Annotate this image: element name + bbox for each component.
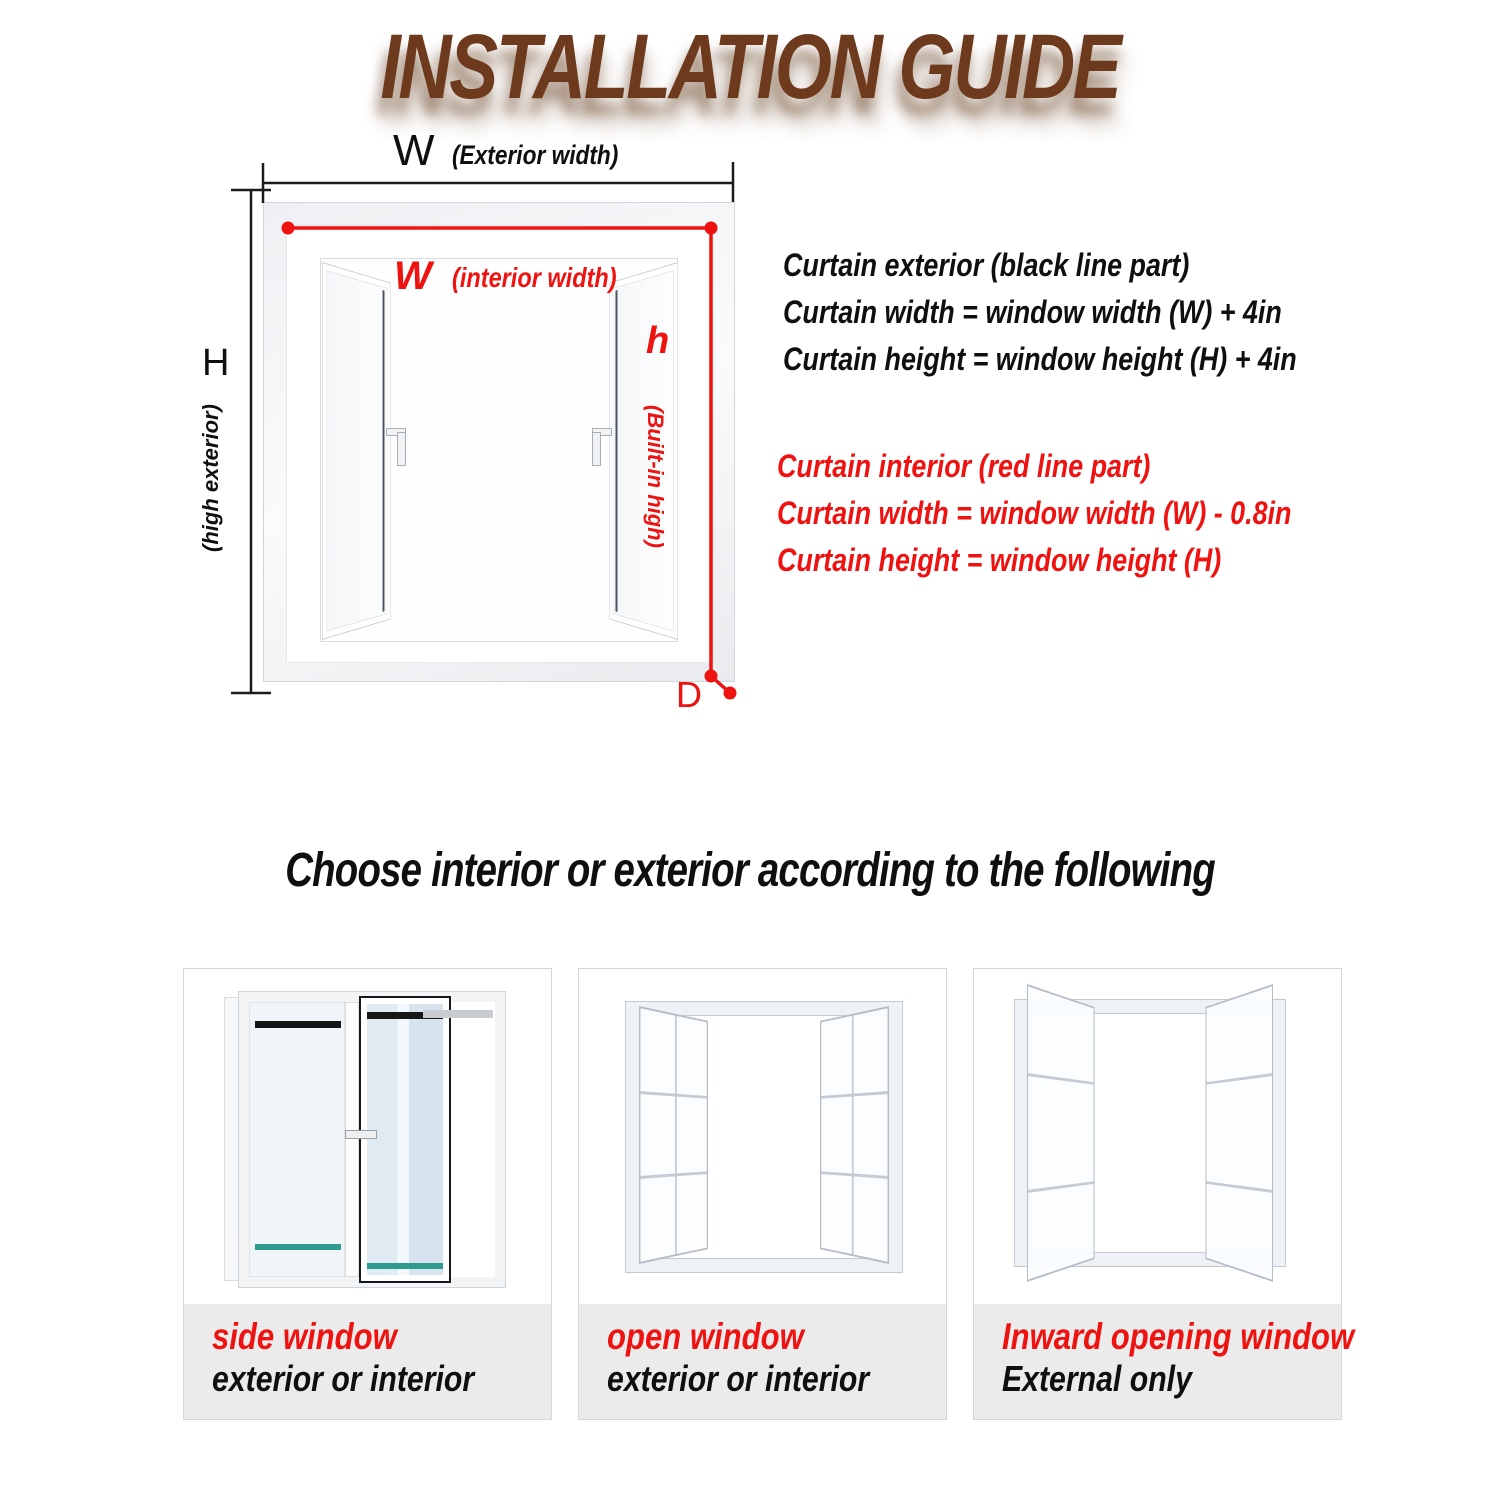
interior-note-height-formula: Curtain height = window height (H) — [777, 542, 1222, 578]
inward-window-type-label: Inward opening window — [1002, 1316, 1355, 1357]
exterior-height-caption: (high exterior) — [198, 404, 223, 553]
fixed-pane-bottom-bar — [255, 1244, 341, 1250]
inward-frame — [1014, 999, 1286, 1267]
open-window-caption — [579, 1304, 946, 1419]
side-window-caption — [184, 1304, 551, 1419]
page-title-row — [0, 18, 1500, 116]
open-window-mount-label: exterior or interior — [607, 1358, 870, 1399]
section-heading-row — [0, 843, 1500, 898]
panel-inward-window — [973, 968, 1355, 1420]
exterior-note-width-formula: Curtain width = window width (W) + 4in — [783, 294, 1282, 330]
sliding-sash — [359, 996, 451, 1283]
casement-left-sash — [639, 1006, 708, 1264]
exterior-width-caption: (Exterior width) — [452, 140, 619, 170]
section-heading: Choose interior or exterior according to the following — [285, 844, 1215, 897]
sliding-window-mullion — [345, 1002, 359, 1277]
sliding-sash-handle — [345, 1130, 377, 1139]
open-window-type-label: open window — [607, 1316, 804, 1357]
interior-height-symbol: h — [646, 320, 670, 362]
exterior-note-height-formula: Curtain height = window height (H) + 4in — [783, 341, 1297, 377]
sliding-window-frame — [238, 991, 506, 1288]
fixed-pane-top-bar — [255, 1021, 341, 1028]
panel-side-window — [183, 968, 552, 1420]
interior-width-caption: (interior width) — [452, 262, 617, 293]
sliding-window-open-track — [451, 1002, 495, 1277]
inward-right-sash — [1206, 984, 1273, 1282]
measurement-lines-overlay — [180, 115, 800, 765]
interior-height-caption: (Built-in high) — [643, 404, 668, 548]
exterior-height-symbol: H — [202, 342, 230, 384]
panel-open-window — [578, 968, 947, 1420]
depth-symbol: D — [676, 674, 702, 715]
inward-left-sash — [1027, 984, 1094, 1282]
side-window-type-label: side window — [212, 1316, 397, 1357]
fixed-pane-glass — [249, 1002, 345, 1277]
interior-note-title: Curtain interior (red line part) — [777, 448, 1151, 484]
track-top-bar — [423, 1010, 493, 1018]
inward-window-mount-label: External only — [1002, 1358, 1192, 1399]
casement-right-sash — [820, 1006, 889, 1264]
page-title: INSTALLATION GUIDE — [380, 16, 1120, 118]
sliding-sash-glass — [367, 1004, 443, 1275]
exterior-height-measure-line — [231, 190, 271, 693]
exterior-width-symbol: W — [393, 126, 435, 175]
casement-frame — [625, 1001, 903, 1273]
exterior-note — [783, 242, 1395, 383]
interior-note — [777, 443, 1389, 584]
inward-window-caption — [974, 1304, 1355, 1419]
sliding-window-interior — [249, 1002, 495, 1277]
interior-width-symbol: W — [394, 254, 432, 298]
exterior-note-title: Curtain exterior (black line part) — [783, 247, 1190, 283]
side-window-mount-label: exterior or interior — [212, 1358, 475, 1399]
interior-note-width-formula: Curtain width = window width (W) - 0.8in — [777, 495, 1292, 531]
sliding-sash-bottom-bar — [367, 1263, 443, 1269]
